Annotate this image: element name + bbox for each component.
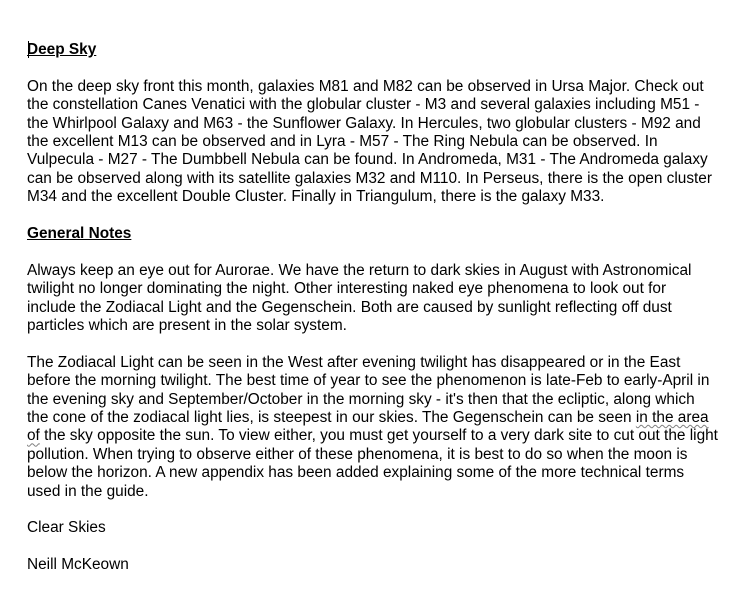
grammar-flag-phrase[interactable]: in the area of — [27, 409, 709, 445]
blank-line — [27, 335, 719, 353]
document-page[interactable] — [27, 41, 719, 575]
blank-line — [27, 207, 719, 225]
blank-line — [27, 59, 719, 77]
paragraph-2-text-before: The Zodiacal Light can be seen in the West after evening twilight has disappeared or in the East before the morning twilight. The best time of year to see the phenomenon is late-Feb to early-April in the evening sky and September/October in the morning sky - it's then that the ecliptic, along which the cone of the zodiacal light lies, is steepest in our skies. The Gegenschein can be seen — [27, 353, 710, 427]
signoff-text: Clear Skies — [27, 519, 106, 537]
deep-sky-paragraph: On the deep sky front this month, galaxies M81 and M82 can be observed in Ursa Major. Check out the constellation Canes Venatici with the globular cluster - M3 and several galaxies including M51 - the Whirlpool Galaxy and M63 - the Sunflower Galaxy. In Hercules, two globular clusters - M92 and the excellent M13 can be observed and in Lyra - M57 - The Ring Nebula can be observed. In Vulpecula - M27 - The Dumbbell Nebula can be found. In Andromeda, M31 - The Andromeda galaxy can be observed along with its satellite galaxies M32 and M110. In Perseus, there is the open cluster M34 and the excellent Double Cluster. Finally in Triangulum, there is the galaxy M33. — [27, 77, 712, 206]
paragraph-2-text-after: the sky opposite the sun. To view either, you must get yourself to a very dark site to cut out the light pollution. When trying to observe either of these phenomena, it is best to do so when the moon is below the horizon. A new appendix has been added explaining some of the more technical terms used in the guide. — [27, 427, 718, 500]
blank-line — [27, 243, 719, 261]
general-notes-paragraph-2 — [27, 354, 719, 501]
blank-line — [27, 538, 719, 556]
general-notes-paragraph-1: Always keep an eye out for Aurorae. We have the return to dark skies in August with Astronomical twilight no longer dominating the night. Other interesting naked eye phenomena to look out for include the Zodiacal Light and the Gegenschein. Both are caused by sunlight reflecting off dust particles which are present in the solar system. — [27, 261, 692, 335]
deep-sky-heading: Deep Sky — [27, 41, 97, 58]
general-notes-heading: General Notes — [27, 225, 132, 243]
blank-line — [27, 501, 719, 519]
author-name: Neill McKeown — [27, 556, 129, 574]
